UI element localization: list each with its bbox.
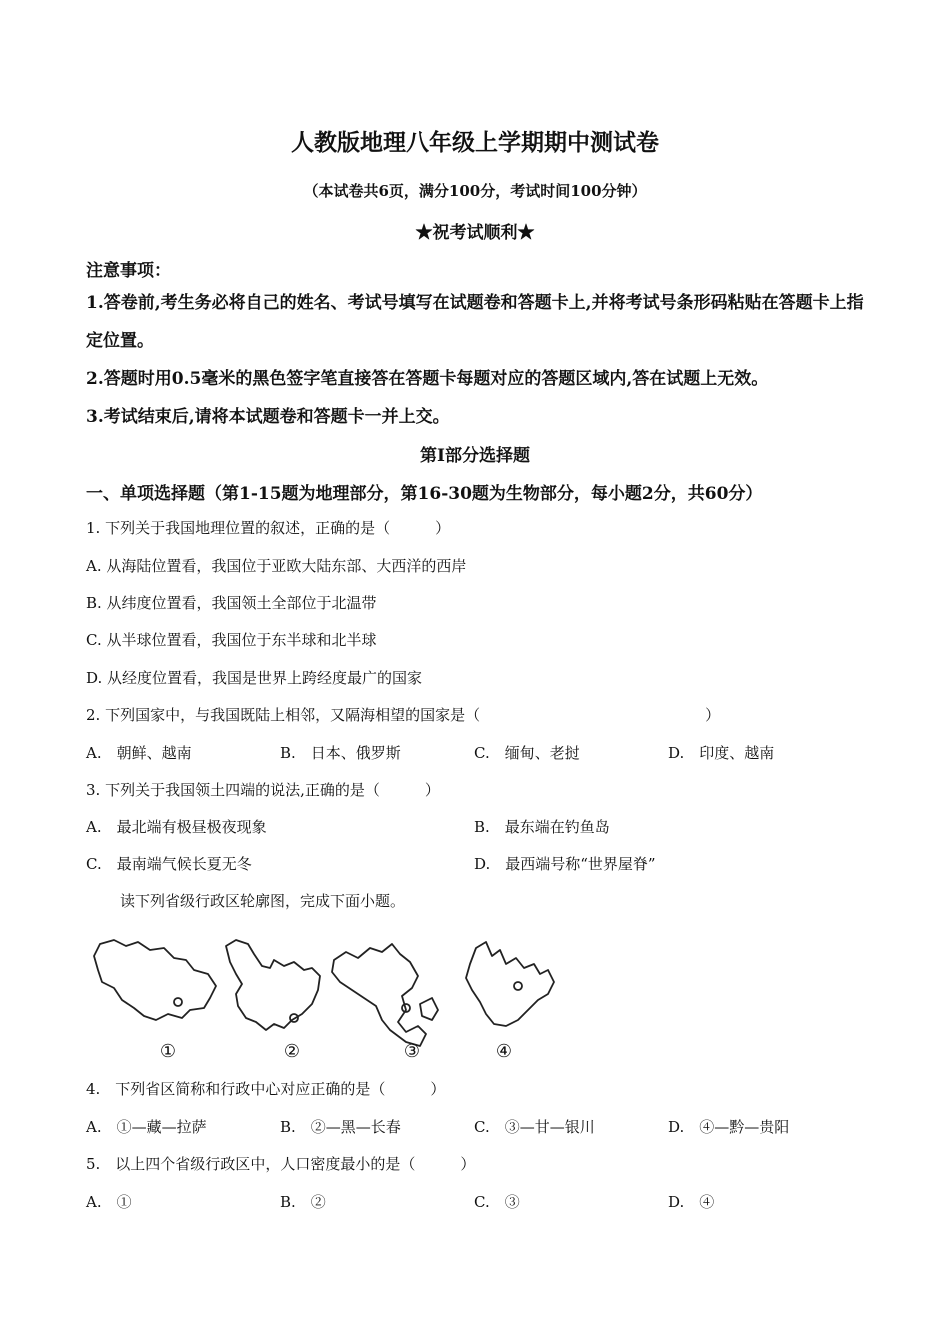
province-outline-2	[226, 940, 320, 1030]
good-luck-line: ★祝考试顺利★	[415, 223, 535, 243]
question-option: B. 日本、俄罗斯	[280, 744, 401, 762]
section-title: 第Ⅰ部分选择题	[420, 446, 530, 466]
map-label-2: ②	[283, 1041, 301, 1062]
question-option: D. 从经度位置看，我国是世界上跨经度最广的国家	[86, 669, 423, 687]
question-option: C. 最南端气候长夏无冬	[86, 855, 252, 873]
map-label-4: ④	[495, 1041, 513, 1062]
province-outline-4	[466, 942, 554, 1026]
question-option: D. ④—黔—贵阳	[668, 1118, 790, 1136]
question-option: B. ②—黑—长春	[280, 1118, 401, 1136]
question-option: A. ①	[86, 1193, 132, 1211]
question-option: A. 从海陆位置看，我国位于亚欧大陆东部、大西洋的西岸	[86, 557, 467, 575]
question-option: A. ①—藏—拉萨	[86, 1118, 207, 1136]
question-option: A. 最北端有极昼极夜现象	[86, 818, 267, 836]
question-option: C. ③—甘—银川	[474, 1118, 595, 1136]
question-option: C. ③	[474, 1193, 520, 1211]
question-option: D. ④	[668, 1193, 715, 1211]
map-label-3: ③	[403, 1041, 421, 1062]
question-option: B. 从纬度位置看，我国领土全部位于北温带	[86, 594, 377, 612]
province-outline-1	[94, 940, 216, 1020]
province-outline-maps	[86, 930, 566, 1066]
exam-info: （本试卷共6页，满分100分，考试时间100分钟）	[303, 182, 647, 200]
question-stem: 3. 下列关于我国领土四端的说法,正确的是（ ）	[86, 781, 440, 799]
map-label-1: ①	[159, 1041, 177, 1062]
question-stem: 4. 下列省区简称和行政中心对应正确的是（ ）	[86, 1080, 446, 1098]
map-intro: 读下列省级行政区轮廓图，完成下面小题。	[120, 892, 406, 910]
question-option: D. 印度、越南	[668, 744, 775, 762]
question-option: D. 最西端号称“世界屋脊”	[474, 855, 656, 873]
question-option: C. 缅甸、老挝	[474, 744, 580, 762]
question-option: A. 朝鲜、越南	[86, 744, 192, 762]
province-outline-3	[332, 944, 426, 1046]
question-stem: 5. 以上四个省级行政区中，人口密度最小的是（ ）	[86, 1155, 476, 1173]
question-stem: 2. 下列国家中，与我国既陆上相邻，又隔海相望的国家是（ ）	[86, 706, 721, 724]
page-title: 人教版地理八年级上学期期中测试卷	[291, 130, 659, 156]
note-item: 3.考试结束后,请将本试题卷和答题卡一并上交。	[86, 407, 450, 427]
notes-heading: 注意事项：	[86, 261, 171, 281]
question-option: C. 从半球位置看，我国位于东半球和北半球	[86, 631, 377, 649]
note-item: 1.答卷前,考生务必将自己的姓名、考试号填写在试题卷和答题卡上,并将考试号条形码粘贴在答题卡上指定位置。	[86, 293, 864, 351]
question-stem: 1. 下列关于我国地理位置的叙述，正确的是（ ）	[86, 519, 451, 537]
question-option: B. ②	[280, 1193, 326, 1211]
question-option: B. 最东端在钓鱼岛	[474, 818, 610, 836]
part-title: 一、单项选择题（第1-15题为地理部分，第16-30题为生物部分，每小题2分，共60分）	[86, 484, 763, 504]
note-item: 2.答题时用0.5毫米的黑色签字笔直接答在答题卡每题对应的答题区域内,答在试题上无效。	[86, 369, 769, 389]
